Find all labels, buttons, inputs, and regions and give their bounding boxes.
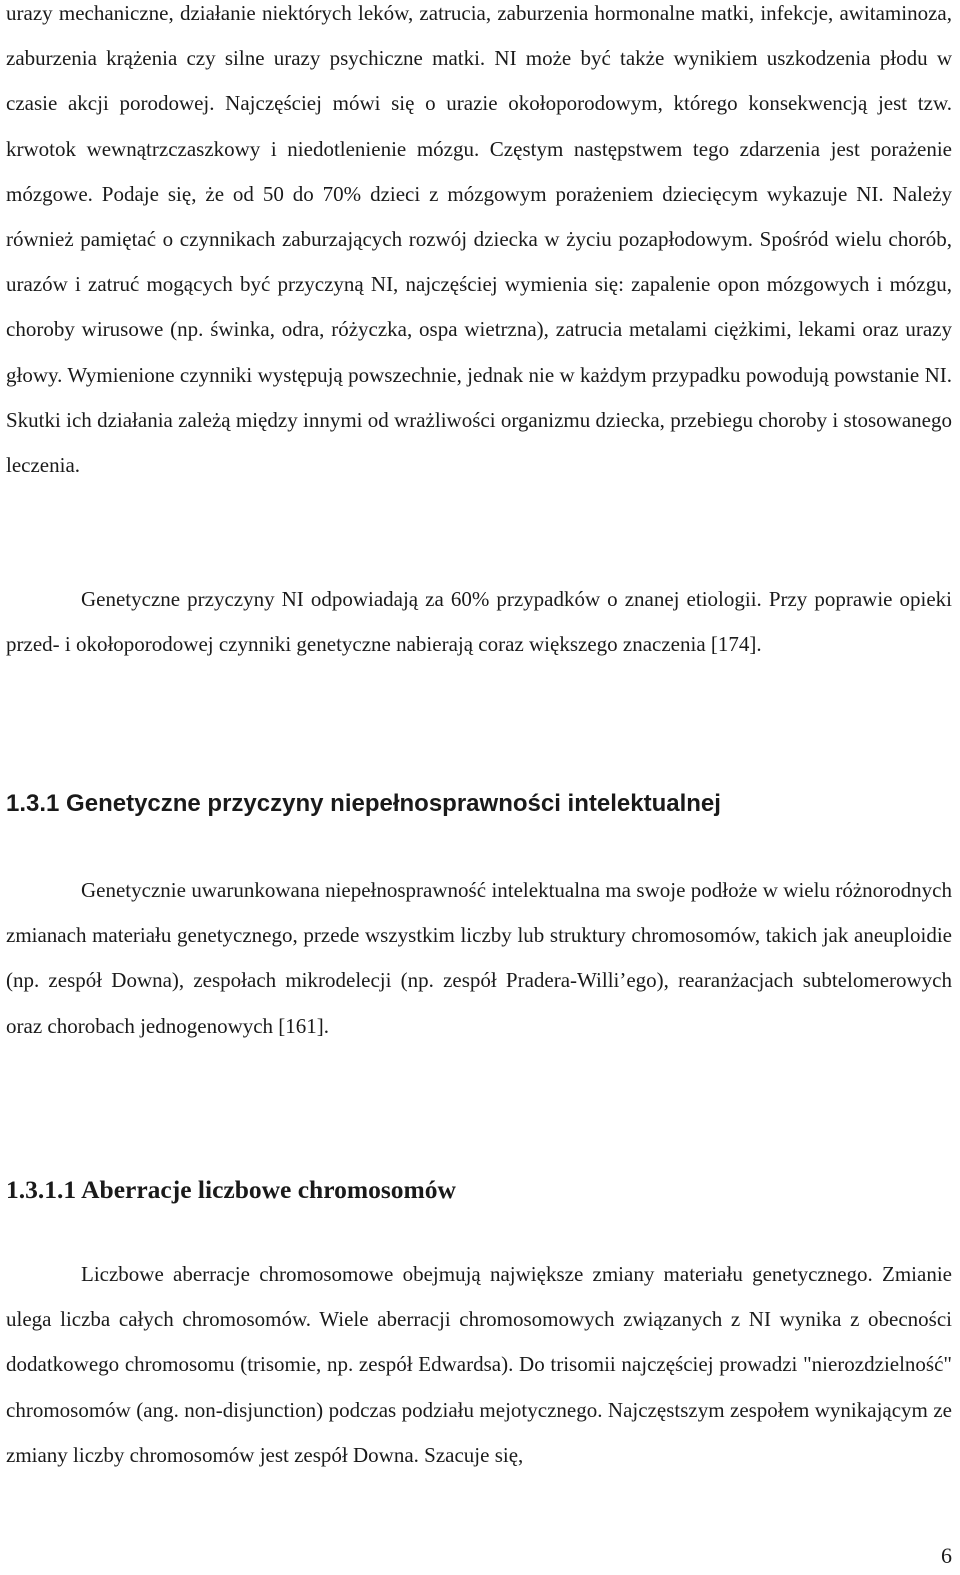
paragraph-causes-intro: urazy mechaniczne, działanie niektórych leków, zatrucia, zaburzenia hormonalne matki, infekcje, awitaminoza, zaburzenia krążenia czy silne urazy psychiczne matki. NI może być także wynikiem uszkodzenia płodu w czasie akcji porodowej. Najczęściej mówi się o urazie okołoporodowym, którego konsekwencją jest tzw. krwotok wewnątrzczaszkowy i niedotlenienie mózgu. Częstym następstwem tego zdarzenia jest porażenie mózgowe. Podaje się, że od 50 do 70% dzieci z mózgowym porażeniem dziecięcym wykazuje NI. Należy również pamiętać o czynnikach zaburzających rozwój dziecka w życiu pozapłodowym. Spośród wielu chorób, urazów i zatruć mogących być przyczyną NI, najczęściej wymienia się: zapalenie opon mózgowych i mózgu, choroby wirusowe (np. świnka, odra, różyczka, ospa wietrzna), zatrucia metalami ciężkimi, lekami oraz urazy głowy. Wymienione czynniki występują powszechnie, jednak nie w każdym przypadku powodują powstanie NI. Skutki ich działania zależą między innymi od wrażliwości organizmu dziecka, przebiegu choroby i stosowanego leczenia. xyxy=(6,1,952,478)
section-heading-1-3-1: 1.3.1 Genetyczne przyczyny niepełnosprawności intelektualnej xyxy=(6,790,721,817)
paragraph-genetic-causes: Genetyczne przyczyny NI odpowiadają za 60% przypadków o znanej etiologii. Przy poprawie opieki przed- i okołoporodowej czynniki genetyczne nabierają coraz większego znaczenia [174]. xyxy=(6,587,952,657)
section-heading-1-3-1-1: 1.3.1.1 Aberracje liczbowe chromosomów xyxy=(6,1175,456,1204)
paragraph-genetic-background: Genetycznie uwarunkowana niepełnosprawność intelektualna ma swoje podłoże w wielu różnorodnych zmianach materiału genetycznego, przede wszystkim liczby lub struktury chromosomów, takich jak aneuploidie (np. zespół Downa), zespołach mikrodelecji (np. zespół Pradera-Willi’ego), rearanżacjach subtelomerowych oraz chorobach jednogenowych [161]. xyxy=(6,878,952,1038)
paragraph-numerical-aberrations: Liczbowe aberracje chromosomowe obejmują największe zmiany materiału genetycznego. Zmianie ulega liczba całych chromosomów. Wiele aberracji chromosomowych związanych z NI wynika z obecności dodatkowego chromosomu (trisomie, np. zespół Edwardsa). Do trisomii najczęściej prowadzi "nierozdzielność" chromosomów (ang. non-disjunction) podczas podziału mejotycznego. Najczęstszym zespołem wynikającym ze zmiany liczby chromosomów jest zespół Downa. Szacuje się, xyxy=(6,1262,952,1467)
page-number: 6 xyxy=(941,1543,952,1568)
